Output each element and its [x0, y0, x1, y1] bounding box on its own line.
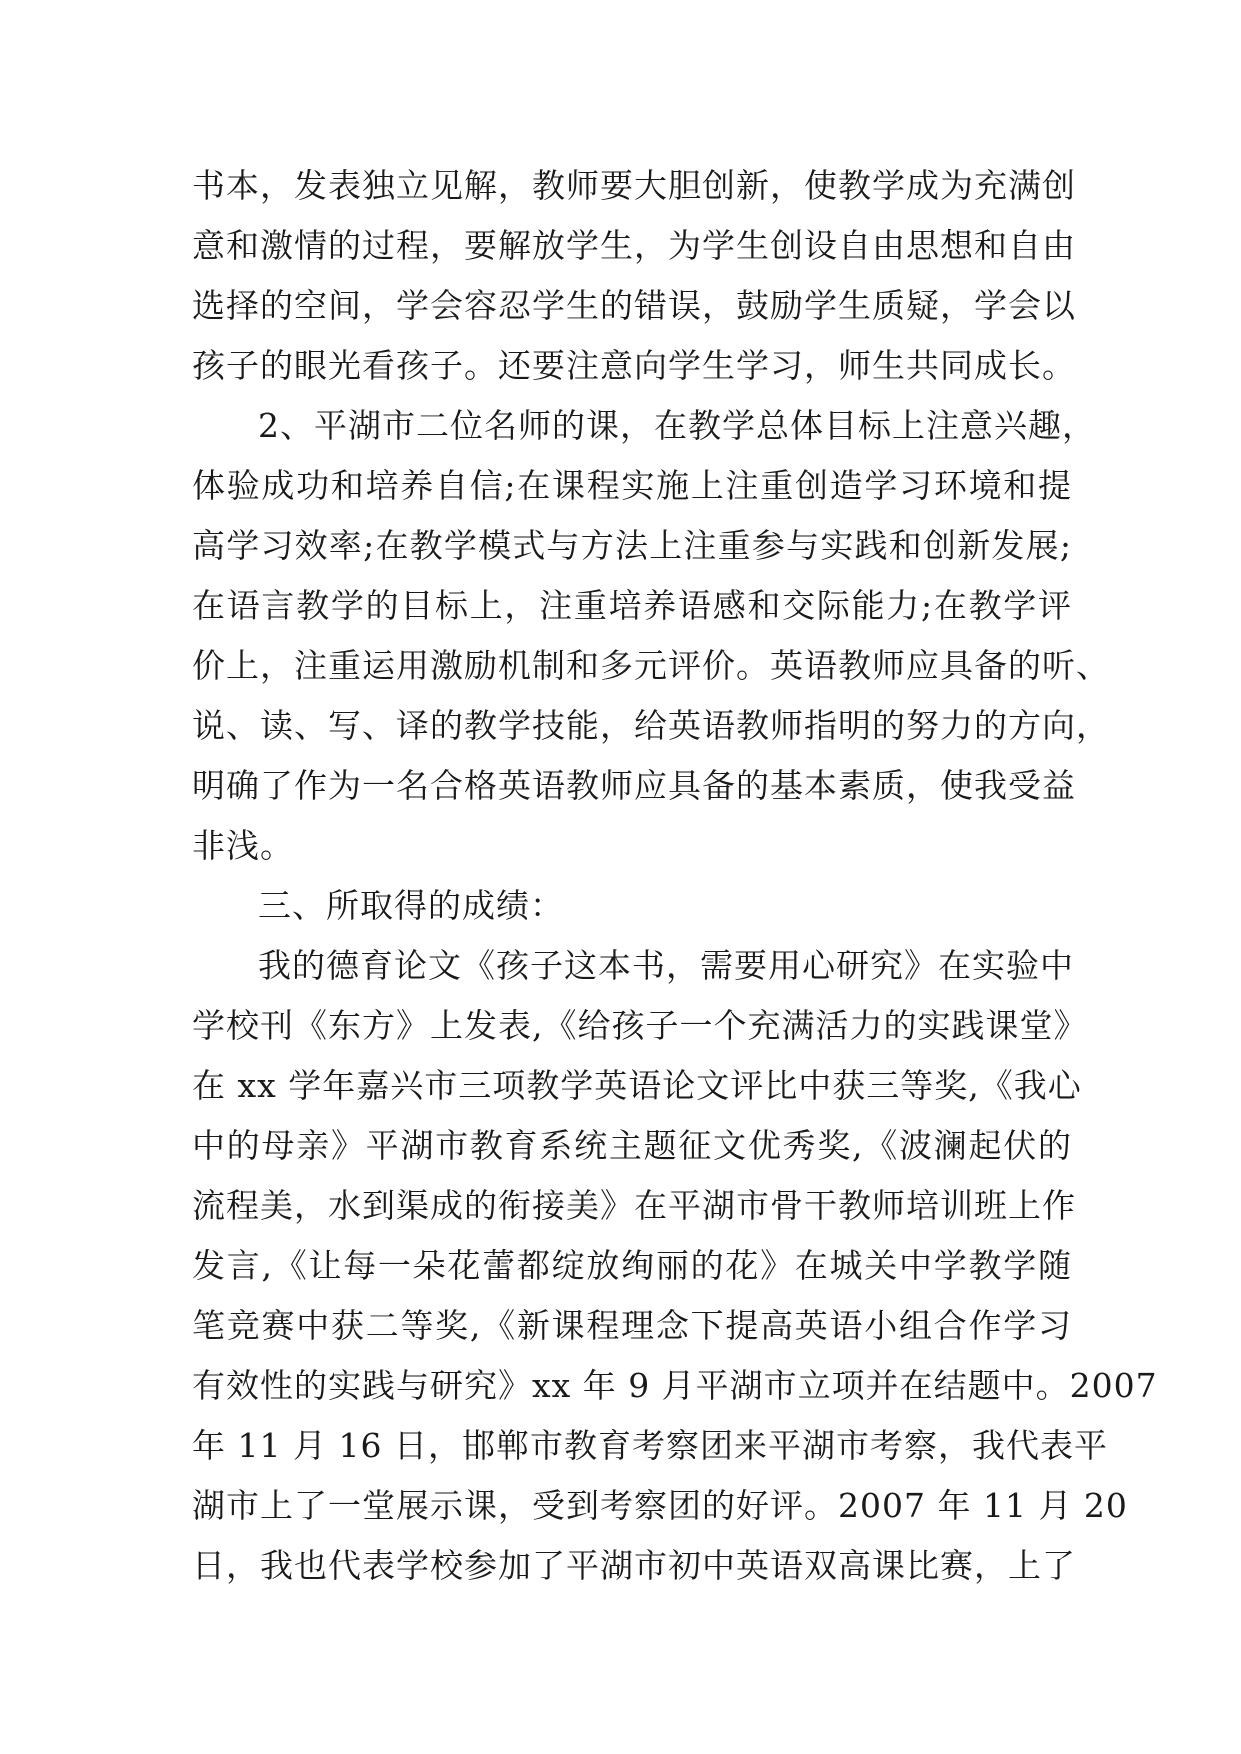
text-line: 孩子的眼光看孩子。还要注意向学生学习，师生共同成长。	[192, 346, 1076, 385]
text-line: 在 xx 学年嘉兴市三项教学英语论文评比中获三等奖,《我心	[192, 1066, 1082, 1105]
text-line: 书本，发表独立见解，教师要大胆创新，使教学成为充满创	[192, 166, 1076, 205]
text-line: 体验成功和培养自信;在课程实施上注重创造学习环境和提	[192, 466, 1072, 505]
text-line: 意和激情的过程，要解放学生，为学生创设自由思想和自由	[192, 226, 1076, 265]
text-line: 选择的空间，学会容忍学生的错误，鼓励学生质疑，学会以	[192, 286, 1076, 325]
text-line: 在语言教学的目标上，注重培养语感和交际能力;在教学评	[192, 586, 1072, 625]
text-line: 明确了作为一名合格英语教师应具备的基本素质，使我受益	[192, 766, 1076, 805]
text-line: 日，我也代表学校参加了平湖市初中英语双高课比赛，上了	[192, 1546, 1076, 1585]
body-text	[192, 156, 1158, 1596]
text-line: 流程美，水到渠成的衔接美》在平湖市骨干教师培训班上作	[192, 1186, 1076, 1225]
text-line: 中的母亲》平湖市教育系统主题征文优秀奖,《波澜起伏的	[192, 1126, 1072, 1165]
text-line: 2、平湖市二位名师的课，在教学总体目标上注意兴趣，	[258, 406, 1096, 445]
text-line: 年 11 月 16 日，邯郸市教育考察团来平湖市考察，我代表平	[192, 1426, 1108, 1465]
text-line: 笔竞赛中获二等奖,《新课程理念下提高英语小组合作学习	[192, 1306, 1072, 1345]
text-line: 价上，注重运用激励机制和多元评价。英语教师应具备的听、	[192, 646, 1110, 685]
text-line: 湖市上了一堂展示课，受到考察团的好评。2007 年 11 月 20	[192, 1486, 1128, 1525]
section-heading: 三、所取得的成绩：	[258, 886, 564, 925]
text-line: 有效性的实践与研究》xx 年 9 月平湖市立项并在结题中。2007	[192, 1366, 1158, 1405]
text-line: 我的德育论文《孩子这本书，需要用心研究》在实验中	[258, 946, 1074, 985]
text-line: 学校刊《东方》上发表,《给孩子一个充满活力的实践课堂》	[192, 1006, 1088, 1045]
text-line: 高学习效率;在教学模式与方法上注重参与实践和创新发展;	[192, 526, 1072, 565]
text-line: 非浅。	[192, 826, 294, 865]
text-line: 说、读、写、译的教学技能，给英语教师指明的努力的方向，	[192, 706, 1110, 745]
text-line: 发言,《让每一朵花蕾都绽放绚丽的花》在城关中学教学随	[192, 1246, 1072, 1285]
